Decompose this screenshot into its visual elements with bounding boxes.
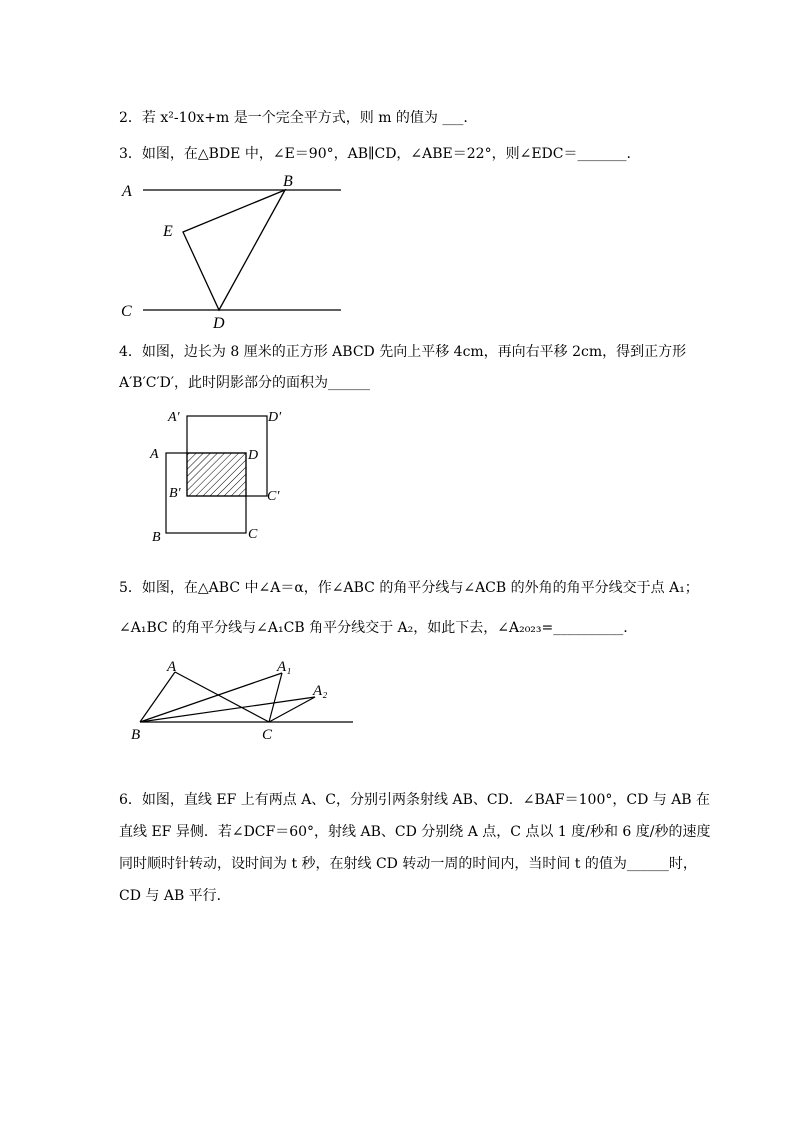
- question-3-text: 3．如图，在△BDE 中，∠E＝90°，AB∥CD，∠ABE＝22°，则∠EDC＝_______.: [119, 146, 631, 162]
- label-b: B: [283, 173, 293, 190]
- label-b: B: [131, 727, 141, 743]
- segment-ba2: [140, 697, 315, 722]
- label-c: C: [121, 303, 132, 320]
- question-6-line3: 同时顺时针转动，设时间为 t 秒，在射线 CD 转动一周的时间内，当时间 t 的值为______时，: [119, 856, 697, 872]
- question-4-figure: [145, 405, 305, 549]
- question-6-line4: CD 与 AB 平行．: [119, 888, 231, 904]
- question-2-text: 2．若 x²-10x+m 是一个完全平方式，则 m 的值为 ___.: [119, 110, 468, 126]
- label-a: A: [122, 183, 132, 200]
- label-c: C: [262, 727, 273, 743]
- question-5-figure: [125, 655, 365, 749]
- question-4-line1: 4．如图，边长为 8 厘米的正方形 ABCD 先向上平移 4cm，再向右平移 2cm，得到正方形: [119, 344, 687, 360]
- label-d-prime: D′: [268, 410, 282, 425]
- label-d: D: [213, 315, 225, 332]
- question-6-line2: 直线 EF 异侧．若∠DCF＝60°，射线 AB、CD 分别绕 A 点，C 点以 1 度/秒和 6 度/秒的速度: [119, 824, 711, 840]
- label-b: B: [152, 530, 161, 545]
- segment-ca1: [269, 673, 282, 722]
- label-e: E: [163, 223, 173, 240]
- shaded-region: [187, 453, 246, 496]
- question-4-line2: A′B′C′D′，此时阴影部分的面积为______: [119, 375, 371, 391]
- label-c: C: [248, 527, 258, 542]
- label-a1: A₁: [277, 659, 292, 675]
- triangle-bde: [183, 190, 285, 310]
- question-5-line2: ∠A₁BC 的角平分线与∠A₁CB 角平分线交于 A₂，如此下去，∠A₂₀₂₃=__________.: [119, 620, 628, 636]
- question-6-line1: 6．如图，直线 EF 上有两点 A、C，分别引两条射线 AB、CD．∠BAF＝100°，CD 与 AB 在: [119, 792, 711, 808]
- question-3-figure: [115, 170, 355, 336]
- label-d: D: [248, 448, 259, 463]
- label-a2: A₂: [313, 683, 328, 699]
- label-a-prime: A′: [168, 410, 180, 425]
- label-a: A: [150, 447, 159, 462]
- label-a: A: [167, 659, 177, 675]
- segment-ab: [140, 672, 175, 722]
- segment-ba1: [140, 673, 282, 722]
- label-c-prime: C′: [267, 489, 280, 504]
- label-b-prime: B′: [169, 486, 181, 501]
- question-5-line1: 5．如图，在△ABC 中∠A＝α，作∠ABC 的角平分线与∠ACB 的外角的角平分线交于点 A₁；: [119, 580, 699, 596]
